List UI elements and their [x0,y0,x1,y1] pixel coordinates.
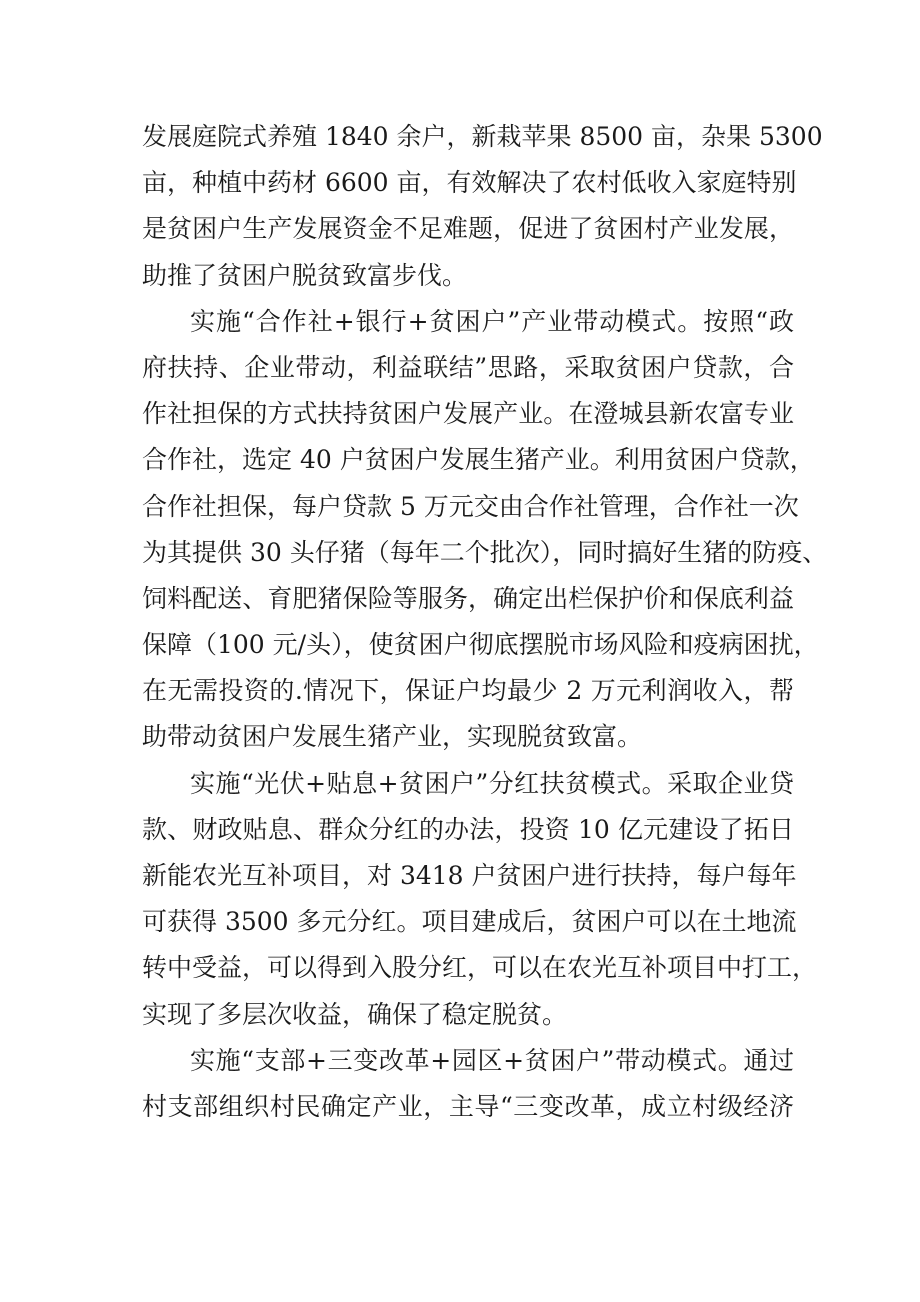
paragraph-2-line-2: 府扶持、企业带动，利益联结”思路，采取贫困户贷款，合 [142,352,794,382]
paragraph-1-line-3: 是贫困户生产发展资金不足难题，促进了贫困村产业发展， [142,214,794,244]
paragraph-3-line-4: 可获得 3500 多元分红。项目建成后，贫困户可以在土地流 [142,907,797,937]
paragraph-3-line-1: 实施“光伏+贴息+贫困户”分红扶贫模式。采取企业贷 [190,768,794,798]
paragraph-1-line-1: 发展庭院式养殖 1840 余户，新栽苹果 8500 亩，杂果 5300 [142,122,823,151]
paragraph-2-line-7: 饲料配送、育肥猪保险等服务，确定出栏保护价和保底利益 [142,583,794,613]
paragraph-2-line-1: 实施“合作社+银行+贫困户”产业带动模式。按照“政 [190,306,794,336]
paragraph-2-line-5: 合作社担保，每户贷款 5 万元交由合作社管理，合作社一次 [142,491,799,521]
paragraph-3-line-2: 款、财政贴息、群众分红的办法，投资 10 亿元建设了拓日 [142,814,794,844]
paragraph-2-line-3: 作社担保的方式扶持贫困户发展产业。在澄城县新农富专业 [142,399,794,429]
paragraph-3-line-6: 实现了多层次收益，确保了稳定脱贫。 [142,999,568,1029]
paragraph-1-line-2: 亩，种植中药材 6600 亩，有效解决了农村低收入家庭特别 [142,168,797,198]
paragraph-1-line-4: 助推了贫困户脱贫致富步伐。 [142,260,468,290]
paragraph-2-line-4: 合作社，选定 40 户贫困户发展生猪产业。利用贫困户贷款， [142,445,815,475]
paragraph-3-line-5: 转中受益，可以得到入股分红，可以在农光互补项目中打工， [142,953,818,983]
body-text [142,114,828,1130]
paragraph-2-line-6: 为其提供 30 头仔猪（每年二个批次），同时搞好生猪的防疫、 [142,537,828,567]
paragraph-3-line-3: 新能农光互补项目，对 3418 户贫困户进行扶持，每户每年 [142,861,797,890]
paragraph-2-line-9: 在无需投资的.情况下，保证户均最少 2 万元利润收入，帮 [142,676,794,706]
paragraph-2-line-10: 助带动贫困户发展生猪产业，实现脱贫致富。 [142,722,643,752]
paragraph-2-line-8: 保障（100 元/头），使贫困户彻底摆脱市场风险和疫病困扰， [142,630,819,660]
paragraph-4-line-2: 村支部组织村民确定产业，主导“三变改革，成立村级经济 [142,1091,794,1121]
paragraph-4-line-1: 实施“支部+三变改革+园区+贫困户”带动模式。通过 [190,1045,794,1075]
